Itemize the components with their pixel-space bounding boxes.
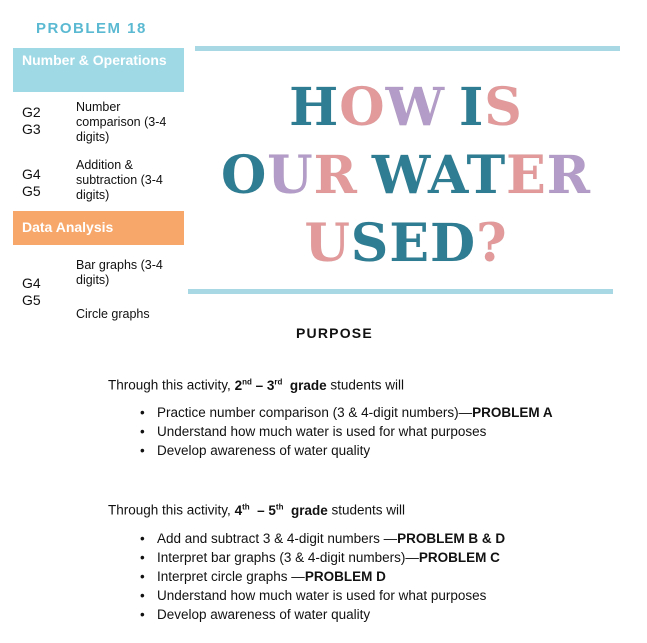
grade-list	[22, 104, 41, 138]
group2-intro	[108, 498, 405, 519]
title-line-3	[196, 214, 616, 274]
title-letter: W	[371, 145, 428, 206]
list-item	[140, 441, 553, 460]
title-line-1	[196, 78, 616, 138]
title-letter: R	[546, 145, 592, 206]
intro-grade: 5	[268, 502, 276, 518]
intro-grade-word: grade	[282, 377, 327, 393]
title-top-rule	[195, 46, 620, 51]
bullet-text: Practice number comparison (3 & 4-digit numbers)—	[157, 405, 473, 420]
title-letter: E	[389, 213, 430, 274]
intro-sup: nd	[242, 377, 252, 386]
list-item	[140, 529, 505, 548]
bullet-text: Add and subtract 3 & 4-digit numbers —	[157, 531, 398, 546]
title-letter: D	[430, 213, 477, 274]
list-item	[140, 403, 553, 422]
title-bottom-rule	[188, 289, 613, 294]
bullet-text: Interpret circle graphs —	[157, 569, 305, 584]
title-letter: H	[289, 77, 340, 138]
intro-sup: th	[275, 502, 284, 511]
intro-grade-word: grade	[283, 502, 328, 518]
bullet-problem: PROBLEM D	[304, 569, 386, 584]
grade-list	[22, 275, 41, 309]
intro-prefix: Through this activity,	[108, 502, 235, 518]
data-analysis-header: Data Analysis	[13, 211, 184, 245]
title-letter: U	[267, 145, 314, 206]
intro-dash: –	[251, 377, 267, 393]
topic-number-comparison: Number comparison (3-4 digits)	[76, 100, 167, 144]
grade-label: G5	[22, 292, 41, 308]
group1-bullets	[140, 403, 553, 460]
list-item	[140, 567, 505, 586]
group2-bullets	[140, 529, 505, 624]
intro-prefix: Through this activity,	[108, 377, 235, 393]
bullet-text: Understand how much water is used for what purposes	[157, 424, 487, 439]
group1-intro	[108, 373, 404, 394]
title-letter: W	[385, 77, 445, 138]
title-letter: S	[484, 77, 523, 138]
number-operations-header: Number & Operations	[13, 48, 184, 92]
bullet-text: Develop awareness of water quality	[157, 607, 371, 622]
title-letter: S	[350, 213, 390, 274]
title-letter: U	[304, 213, 351, 274]
problem-label: PROBLEM 18	[36, 20, 147, 37]
list-item	[140, 548, 505, 567]
title-letter: A	[427, 145, 467, 206]
bullet-problem: PROBLEM B & D	[397, 531, 506, 546]
intro-suffix: students will	[327, 502, 406, 518]
intro-grade: 2	[234, 377, 243, 393]
bullet-problem: PROBLEM A	[472, 405, 553, 420]
title-letter: O	[339, 77, 386, 138]
grade-label: G4	[22, 275, 41, 291]
grade-label: G3	[22, 121, 41, 137]
topic-addition-subtraction: Addition & subtraction (3-4 digits)	[76, 158, 163, 202]
title-letter: E	[506, 145, 547, 206]
bullet-text: Interpret bar graphs (3 & 4-digit numbers)—	[157, 550, 419, 565]
list-item	[140, 422, 553, 441]
title-line-2	[196, 146, 616, 206]
bullet-text: Understand how much water is used for what purposes	[157, 588, 487, 603]
intro-grade: 3	[266, 377, 275, 393]
title-letter: O	[220, 145, 268, 206]
title-letter: R	[313, 145, 358, 206]
grade-label: G4	[22, 166, 41, 182]
intro-sup: th	[242, 502, 250, 511]
intro-sup: rd	[274, 377, 283, 386]
intro-dash: –	[249, 502, 269, 518]
purpose-heading: PURPOSE	[296, 325, 373, 341]
intro-grade: 4	[234, 502, 243, 518]
title-letter: T	[466, 145, 507, 206]
bullet-problem: PROBLEM C	[418, 550, 500, 565]
grade-label: G2	[22, 104, 41, 120]
bullet-text: Develop awareness of water quality	[157, 443, 371, 458]
grade-label: G5	[22, 183, 41, 199]
title-letter: I	[458, 77, 485, 138]
grade-list	[22, 166, 41, 200]
list-item	[140, 586, 505, 605]
title-letter: ?	[476, 213, 508, 274]
intro-suffix: students will	[326, 377, 404, 393]
topic-circle-graphs: Circle graphs	[76, 307, 150, 321]
list-item	[140, 605, 505, 624]
topic-bar-graphs: Bar graphs (3-4 digits)	[76, 258, 163, 287]
